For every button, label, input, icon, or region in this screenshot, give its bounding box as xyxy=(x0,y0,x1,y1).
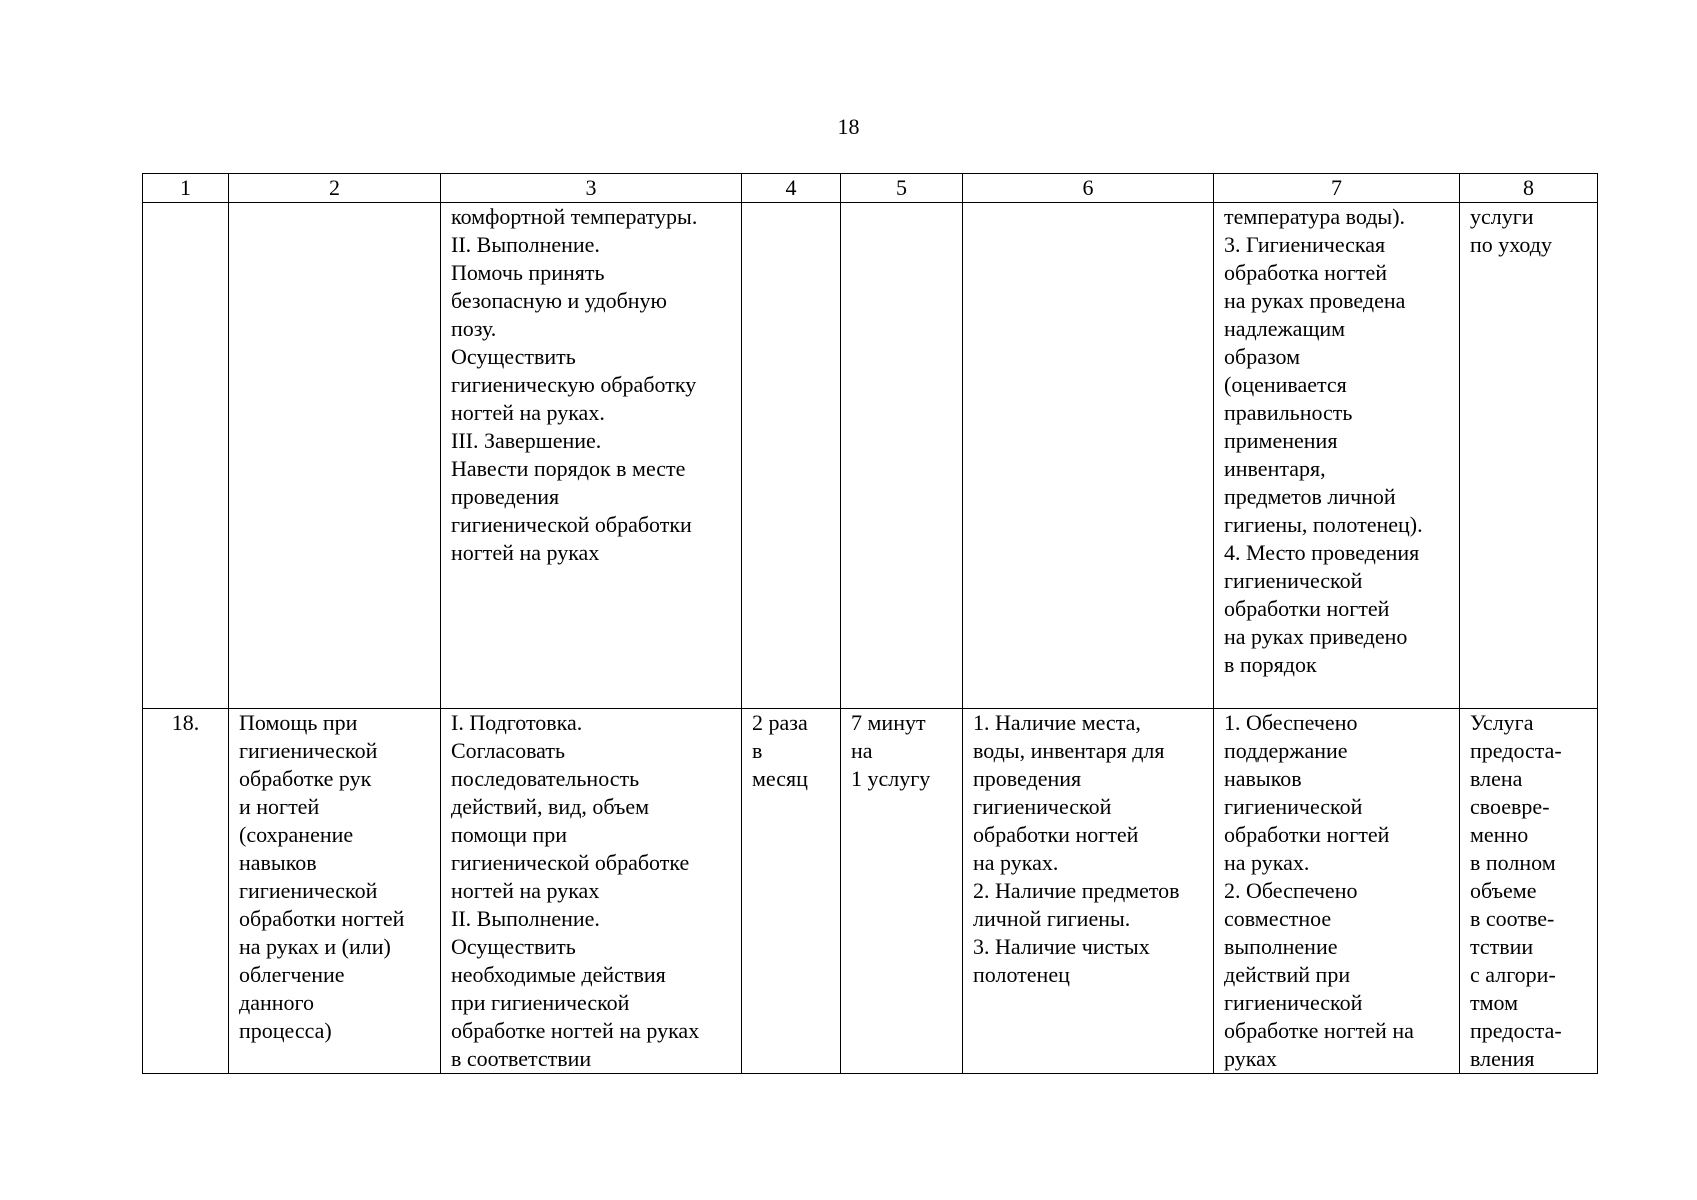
column-number: 7 xyxy=(1214,174,1460,203)
service-name-cell xyxy=(229,203,441,709)
row-number-cell xyxy=(143,203,229,709)
row-number-cell: 18. xyxy=(143,709,229,1074)
frequency-cell xyxy=(742,203,841,709)
service-description-cell: комфортной температуры. II. Выполнение. Помочь принять безопасную и удобную позу. Осуществить гигиеническую обработку ногтей на руках. III. Завершение. Навести порядок в месте проведения гигиенической обработки ногтей на руках xyxy=(441,203,742,709)
column-number: 2 xyxy=(229,174,441,203)
duration-cell xyxy=(841,203,963,709)
column-number-row xyxy=(143,174,1598,203)
quality-indicators-cell: 1. Обеспечено поддержание навыков гигиенической обработки ногтей на руках. 2. Обеспечено совместное выполнение действий при гигиенической обработке ногтей на руках xyxy=(1214,709,1460,1074)
conditions-cell xyxy=(963,203,1214,709)
service-name-cell: Помощь при гигиенической обработке рук и ногтей (сохранение навыков гигиенической обработки ногтей на руках и (или) облегчение данного процесса) xyxy=(229,709,441,1074)
table-row-continued xyxy=(143,203,1598,709)
quality-indicators-cell: температура воды). 3. Гигиеническая обработка ногтей на руках проведена надлежащим образом (оценивается правильность применения инвентаря, предметов личной гигиены, полотенец). 4. Место проведения гигиенической обработки ногтей на руках приведено в порядок xyxy=(1214,203,1460,709)
page-number: 18 xyxy=(837,114,860,139)
column-number: 1 xyxy=(143,174,229,203)
service-description-cell: I. Подготовка. Согласовать последовательность действий, вид, объем помощи при гигиенической обработке ногтей на руках II. Выполнение. Осуществить необходимые действия при гигиенической обработке ногтей на руках в соответствии xyxy=(441,709,742,1074)
table-row-18 xyxy=(143,709,1598,1074)
column-number: 3 xyxy=(441,174,742,203)
column-number: 8 xyxy=(1460,174,1598,203)
column-number: 5 xyxy=(841,174,963,203)
column-number: 6 xyxy=(963,174,1214,203)
services-table xyxy=(142,173,1598,1074)
conditions-cell: 1. Наличие места, воды, инвентаря для проведения гигиенической обработки ногтей на руках. 2. Наличие предметов личной гигиены. 3. Наличие чистых полотенец xyxy=(963,709,1214,1074)
column-number: 4 xyxy=(742,174,841,203)
frequency-cell: 2 раза в месяц xyxy=(742,709,841,1074)
duration-cell: 7 минут на 1 услугу xyxy=(841,709,963,1074)
assessment-cell: услуги по уходу xyxy=(1460,203,1598,709)
assessment-cell: Услуга предоста- влена своевре- менно в полном объеме в соотве- тствии с алгори- тмом предоста- вления xyxy=(1460,709,1598,1074)
